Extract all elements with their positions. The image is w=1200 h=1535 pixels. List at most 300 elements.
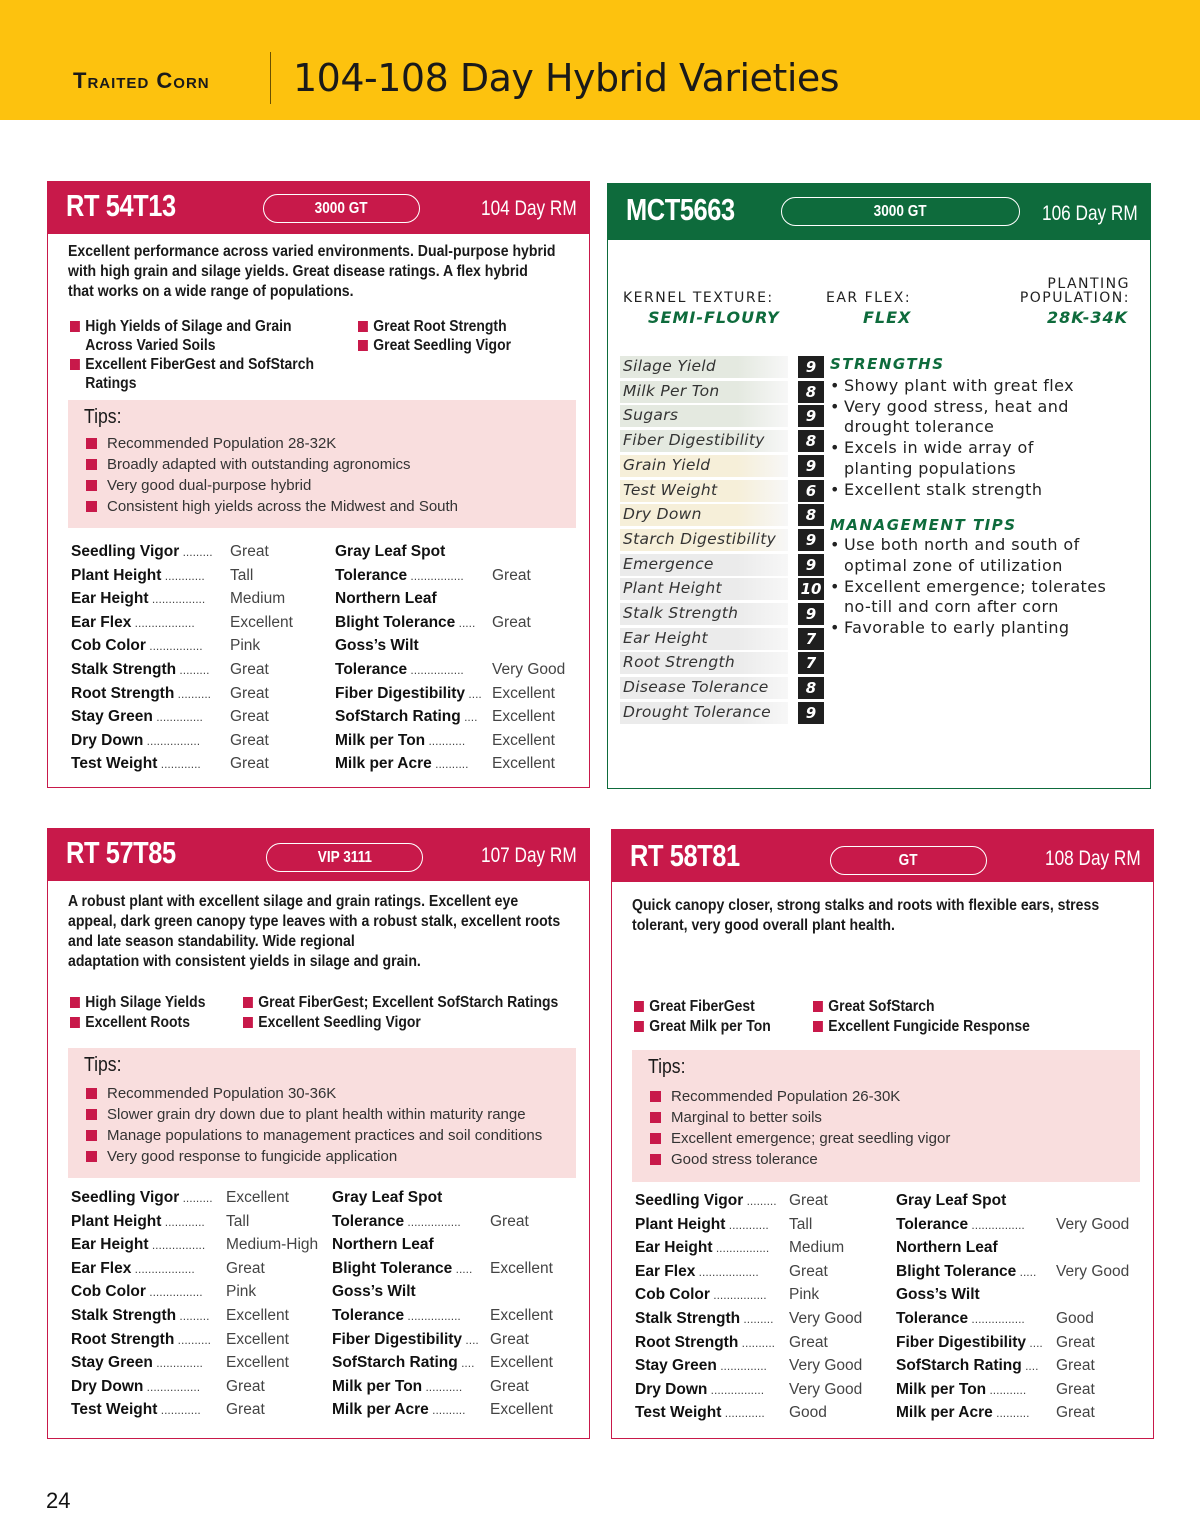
leader-dots: ................ — [407, 663, 464, 677]
strength-line: • Excels in wide array of — [844, 438, 1034, 458]
score-value: 9 — [798, 356, 824, 378]
rating-label: Ear Flex — [71, 1259, 132, 1277]
strength-line: • Very good stress, heat and — [844, 396, 1069, 416]
highlight-line: High Silage Yields — [85, 994, 206, 1011]
rating-group-head: Northern Leaf — [335, 590, 437, 608]
trait-pill: GT — [830, 846, 987, 875]
rating-value: Excellent — [490, 1307, 553, 1324]
rating-label: Root Strength — [635, 1333, 739, 1351]
kernel-texture-label: KERNEL TEXTURE: — [623, 290, 774, 306]
rating-label: SofStarch Rating — [332, 1354, 458, 1372]
strength-item — [830, 438, 1130, 479]
rating-value: Great — [226, 1377, 265, 1395]
rating-group-head: Goss’s Wilt — [335, 637, 419, 655]
rating-row — [635, 1334, 895, 1356]
rating-label: Ear Flex — [635, 1262, 696, 1280]
tip-item: Excellent emergence; great seedling vigor — [650, 1130, 950, 1147]
leader-dots: ................ — [968, 1312, 1025, 1326]
rating-label: Seedling Vigor — [635, 1192, 744, 1209]
leader-dots: ................ — [968, 1217, 1025, 1232]
rating-label: Fiber Digestibility — [335, 684, 466, 702]
rating-label: Ear Height — [635, 1239, 713, 1257]
score-value: 8 — [798, 381, 824, 403]
rating-row — [335, 708, 585, 730]
score-name: Root Strength — [623, 653, 736, 672]
management-tip-line: optimal zone of utilization — [844, 555, 1063, 575]
rating-row — [635, 1286, 895, 1308]
rating-row — [71, 1260, 331, 1282]
score-name: Disease Tolerance — [623, 678, 769, 697]
rating-label: Test Weight — [71, 755, 158, 773]
highlight-item — [70, 355, 314, 393]
rating-label: SofStarch Rating — [896, 1357, 1022, 1375]
score-value: 9 — [798, 702, 824, 724]
description-line: with high grain and silage yields. Great disease ratings. A flex hybrid — [68, 263, 528, 280]
score-row — [620, 677, 815, 699]
trait-pill: VIP 3111 — [266, 843, 423, 872]
rating-value: Great — [230, 708, 269, 726]
hybrid-description — [68, 892, 561, 972]
score-name: Milk Per Ton — [623, 381, 720, 400]
tips-title: Tips: — [84, 1054, 122, 1076]
rating-label: Plant Height — [71, 566, 162, 584]
planting-population-label: POPULATION: — [1019, 290, 1130, 306]
relative-maturity: 106 Day RM — [1042, 202, 1138, 225]
management-tip-item — [830, 618, 1130, 639]
score-value: 9 — [798, 455, 824, 477]
highlight-item: Great Seedling Vigor — [358, 336, 511, 355]
rating-row — [896, 1381, 1146, 1403]
rating-row — [332, 1307, 582, 1329]
tip-item: Recommended Population 28-32K — [86, 435, 336, 452]
rating-label: Stay Green — [71, 1354, 153, 1372]
ear-flex-label: EAR FLEX: — [826, 290, 912, 306]
rating-label: Blight Tolerance — [335, 613, 456, 631]
rating-value: Excellent — [490, 1259, 553, 1277]
score-row — [620, 578, 822, 600]
score-value: 6 — [798, 480, 824, 502]
rating-row — [71, 1213, 331, 1235]
leader-dots: ............ — [721, 1406, 765, 1421]
rating-label: Stay Green — [635, 1357, 717, 1375]
rating-value: Great — [1056, 1357, 1095, 1375]
rating-row — [71, 637, 331, 659]
score-row — [620, 628, 815, 650]
tip-item: Good stress tolerance — [650, 1151, 818, 1168]
leader-dots: ........... — [425, 733, 466, 748]
rating-value: Excellent — [492, 755, 555, 773]
rating-row — [71, 590, 331, 612]
trait-pill: 3000 GT — [781, 197, 1020, 226]
strength-line: planting populations — [844, 458, 1017, 478]
score-name: Silage Yield — [623, 357, 717, 375]
rating-label: Dry Down — [71, 731, 144, 749]
leader-dots: .......... — [992, 1406, 1030, 1421]
rating-label: Root Strength — [71, 1330, 175, 1348]
rating-value: Great — [490, 1212, 529, 1230]
rating-value: Great — [226, 1401, 265, 1419]
rating-group-head: Goss’s Wilt — [896, 1286, 980, 1304]
rating-row — [71, 708, 331, 730]
rating-value: Great — [789, 1192, 828, 1209]
rating-value: Excellent — [492, 731, 555, 749]
management-tip-line: no-till and corn after corn — [844, 597, 1059, 617]
score-name: Emergence — [623, 554, 714, 573]
tip-item: Manage populations to management practices and soil conditions — [86, 1127, 542, 1144]
rating-label: Cob Color — [71, 1283, 146, 1301]
rating-row — [332, 1354, 582, 1376]
rating-value: Excellent — [490, 1354, 553, 1372]
description-line: tolerant, very good overall plant health. — [632, 917, 895, 934]
leader-dots: ........... — [986, 1382, 1027, 1397]
rating-row — [335, 755, 585, 777]
rating-label: Tolerance — [896, 1215, 969, 1233]
planting-population-value: 28K-34K — [1047, 308, 1128, 327]
rating-value: Great — [230, 755, 269, 773]
leader-dots: ................ — [709, 1288, 767, 1303]
rating-label: Milk per Acre — [332, 1401, 429, 1419]
management-tips-title: MANAGEMENT TIPS — [830, 516, 1017, 534]
leader-dots: ................ — [712, 1241, 770, 1256]
leader-dots: ............ — [161, 568, 205, 583]
score-name: Dry Down — [623, 505, 702, 524]
leader-dots: .............. — [152, 710, 203, 725]
rating-row — [335, 614, 585, 636]
highlight-item: Excellent Seedling Vigor — [243, 1013, 421, 1032]
score-row — [620, 529, 815, 551]
leader-dots: ..... — [1016, 1264, 1037, 1279]
rating-row — [635, 1310, 895, 1332]
rating-label: Tolerance — [896, 1310, 969, 1327]
rating-group-head: Gray Leaf Spot — [896, 1192, 1007, 1209]
rating-label: Tolerance — [335, 661, 408, 678]
leader-dots: ......... — [740, 1312, 774, 1326]
rating-row — [71, 685, 331, 707]
rating-group-head: Goss’s Wilt — [332, 1283, 416, 1301]
rating-value: Great — [230, 684, 269, 702]
strength-line: • Excellent stalk strength — [844, 480, 1043, 499]
leader-dots: .......... — [174, 1332, 212, 1347]
leader-dots: ......... — [743, 1194, 777, 1208]
leader-dots: .... — [462, 1332, 479, 1347]
rating-value: Great — [226, 1259, 265, 1277]
rating-value: Very Good — [1056, 1262, 1130, 1280]
rating-value: Great — [1056, 1380, 1095, 1398]
rating-row — [896, 1310, 1146, 1332]
rating-value: Good — [789, 1404, 827, 1422]
score-value: 9 — [798, 554, 824, 576]
rating-row — [635, 1404, 895, 1426]
rating-row — [71, 614, 331, 636]
rating-row — [71, 1283, 331, 1305]
score-value: 7 — [798, 628, 824, 650]
management-tip-item — [830, 577, 1130, 618]
leader-dots: .............. — [716, 1359, 767, 1374]
rating-row — [335, 732, 585, 754]
score-value: 7 — [798, 652, 824, 674]
score-row — [620, 381, 815, 403]
rating-label: Blight Tolerance — [332, 1259, 453, 1277]
rating-row — [71, 1189, 331, 1211]
description-line: A robust plant with excellent silage and grain ratings. Excellent eye — [68, 893, 519, 910]
rating-value: Great — [230, 661, 269, 678]
leader-dots: ..... — [455, 615, 476, 630]
rating-row — [635, 1381, 895, 1403]
ear-flex-value: FLEX — [863, 308, 912, 327]
rating-row — [332, 1331, 582, 1353]
score-value: 9 — [798, 529, 824, 551]
highlight-item: Great SofStarch — [813, 997, 935, 1016]
rating-value: Great — [789, 1333, 828, 1351]
section-label: Traited Corn — [73, 68, 210, 93]
highlight-item — [634, 1017, 771, 1036]
rating-row — [71, 567, 331, 589]
rating-label: Seedling Vigor — [71, 543, 180, 560]
rating-row — [71, 1236, 331, 1258]
leader-dots: ................ — [407, 568, 464, 583]
relative-maturity: 108 Day RM — [1045, 847, 1141, 870]
rating-value: Medium — [789, 1239, 845, 1257]
hybrid-name: RT 58T81 — [630, 838, 740, 873]
rating-value: Great — [490, 1330, 529, 1348]
rating-value: Great — [492, 613, 531, 631]
leader-dots: ............ — [725, 1217, 769, 1232]
score-name: Starch Digestibility — [623, 529, 777, 548]
score-name: Test Weight — [623, 480, 718, 499]
tip-item: Slower grain dry down due to plant health within maturity range — [86, 1106, 526, 1123]
leader-dots: ........... — [422, 1379, 463, 1394]
score-row — [620, 356, 815, 378]
rating-value: Excellent — [492, 684, 555, 702]
management-tip-line: • Excellent emergence; tolerates — [844, 576, 1107, 596]
page-number: 24 — [46, 1488, 71, 1513]
leader-dots: ................ — [143, 733, 201, 748]
relative-maturity: 107 Day RM — [481, 844, 577, 867]
rating-row — [635, 1192, 895, 1214]
strengths-title: STRENGTHS — [830, 355, 945, 373]
rating-row — [335, 661, 585, 683]
rating-row — [335, 567, 585, 589]
hybrid-card-rt58t81 — [611, 829, 1154, 1439]
hybrid-name: RT 54T13 — [66, 188, 176, 223]
rating-value: Pink — [230, 637, 261, 655]
rating-label: Blight Tolerance — [896, 1262, 1017, 1280]
rating-group-head: Gray Leaf Spot — [332, 1189, 443, 1206]
relative-maturity: 104 Day RM — [481, 197, 577, 220]
rating-label: Test Weight — [635, 1404, 722, 1422]
rating-value: Excellent — [226, 1189, 289, 1206]
management-tip-item — [830, 535, 1130, 576]
tips-box — [632, 1050, 1140, 1182]
leader-dots: .... — [460, 710, 478, 725]
leader-dots: ......... — [176, 663, 210, 677]
leader-dots: .......... — [174, 686, 212, 701]
rating-label: Seedling Vigor — [71, 1189, 180, 1206]
tip-item: Recommended Population 30-36K — [86, 1085, 336, 1102]
score-value: 8 — [798, 504, 824, 526]
leader-dots: .... — [465, 686, 482, 701]
rating-label: SofStarch Rating — [335, 708, 461, 726]
score-row — [620, 455, 815, 477]
score-value: 8 — [798, 677, 824, 699]
highlight-item — [70, 1013, 190, 1032]
leader-dots: ................ — [148, 1238, 206, 1253]
description-line: Excellent performance across varied environments. Dual-purpose hybrid — [68, 243, 556, 260]
rating-value: Great — [230, 543, 269, 560]
rating-value: Pink — [226, 1283, 257, 1301]
hybrid-name: MCT5663 — [626, 192, 735, 227]
leader-dots: .... — [1021, 1359, 1039, 1374]
rating-label: Stalk Strength — [71, 661, 177, 678]
score-name: Stalk Strength — [623, 604, 739, 622]
rating-row — [635, 1216, 895, 1238]
description-line: adaptation with consistent yields in silage and grain. — [68, 953, 421, 970]
rating-label: Milk per Acre — [896, 1404, 993, 1422]
card-header — [612, 830, 1153, 882]
rating-row — [332, 1213, 582, 1235]
trait-pill: 3000 GT — [263, 194, 420, 223]
rating-value: Great — [490, 1377, 529, 1395]
score-row — [620, 554, 815, 576]
hybrid-card-mct5663 — [607, 183, 1151, 789]
rating-label: Cob Color — [635, 1286, 710, 1304]
rating-label: Milk per Ton — [896, 1380, 987, 1398]
hybrid-description — [632, 896, 1125, 936]
rating-row — [71, 1354, 331, 1376]
rating-label: Ear Height — [71, 590, 149, 608]
rating-row — [896, 1404, 1146, 1426]
rating-row — [896, 1263, 1146, 1285]
rating-row — [71, 1401, 331, 1423]
score-name: Plant Height — [623, 579, 722, 598]
rating-label: Stalk Strength — [635, 1310, 741, 1327]
rating-label: Ear Flex — [71, 613, 132, 631]
rating-label: Milk per Acre — [335, 755, 432, 773]
score-name: Fiber Digestibility — [623, 431, 765, 450]
rating-value: Excellent — [226, 1330, 289, 1348]
rating-value: Very Good — [492, 661, 566, 678]
rating-value: Very Good — [1056, 1215, 1130, 1233]
highlight-line: Excellent FiberGest and SofStarch — [85, 356, 314, 373]
rating-row — [332, 1260, 582, 1282]
rating-value: Excellent — [226, 1354, 289, 1372]
rating-row — [332, 1378, 582, 1400]
leader-dots: .................. — [695, 1264, 759, 1279]
card-header — [48, 182, 589, 234]
rating-value: Great — [230, 731, 269, 749]
highlight-item: Great FiberGest; Excellent SofStarch Ratings — [243, 993, 558, 1012]
rating-value: Medium-High — [226, 1236, 319, 1254]
tips-title: Tips: — [648, 1056, 686, 1078]
kernel-texture-value: SEMI-FLOURY — [648, 308, 780, 327]
rating-label: Tolerance — [332, 1307, 405, 1324]
leader-dots: ................ — [143, 1379, 201, 1394]
rating-value: Pink — [789, 1286, 820, 1304]
score-name: Grain Yield — [623, 455, 711, 474]
leader-dots: ............ — [157, 1403, 201, 1418]
leader-dots: ................ — [145, 639, 203, 654]
rating-label: Test Weight — [71, 1401, 158, 1419]
rating-group-head: Gray Leaf Spot — [335, 543, 446, 560]
page-title: 104-108 Day Hybrid Varieties — [293, 56, 840, 100]
highlight-item — [634, 997, 755, 1016]
rating-value: Excellent — [226, 1307, 289, 1324]
leader-dots: ......... — [176, 1309, 210, 1323]
rating-label: Fiber Digestibility — [896, 1333, 1027, 1351]
rating-label: Plant Height — [635, 1215, 726, 1233]
rating-row — [635, 1357, 895, 1379]
highlight-line: Excellent Roots — [85, 1014, 190, 1031]
hybrid-card-rt57t85 — [47, 828, 590, 1439]
leader-dots: .............. — [152, 1356, 203, 1371]
rating-row — [635, 1239, 895, 1261]
rating-value: Great — [789, 1262, 828, 1280]
score-name: Sugars — [623, 406, 679, 425]
strength-item — [830, 397, 1130, 438]
card-header — [608, 184, 1150, 240]
score-name: Drought Tolerance — [623, 702, 772, 721]
rating-row — [635, 1263, 895, 1285]
card-header — [48, 829, 589, 881]
rating-label: Fiber Digestibility — [332, 1330, 463, 1348]
description-line: appeal, dark green canopy type leaves with a robust stalk, excellent roots — [68, 913, 561, 930]
hybrid-card-rt54t13 — [47, 181, 590, 788]
rating-value: Very Good — [789, 1357, 863, 1375]
rating-row — [896, 1216, 1146, 1238]
rating-row — [332, 1401, 582, 1423]
score-row — [620, 702, 815, 724]
leader-dots: ......... — [179, 545, 213, 559]
rating-row — [71, 755, 331, 777]
tip-item: Very good response to fungicide application — [86, 1148, 397, 1165]
planting-population-label: PLANTING — [1047, 276, 1130, 292]
score-value: 10 — [798, 578, 824, 600]
rating-row — [71, 661, 331, 683]
rating-row — [71, 1331, 331, 1353]
leader-dots: .......... — [738, 1335, 776, 1350]
rating-value: Tall — [226, 1212, 250, 1230]
score-row — [620, 480, 815, 502]
rating-row — [71, 543, 331, 565]
score-row — [620, 603, 815, 625]
tip-item: Very good dual-purpose hybrid — [86, 477, 311, 494]
tip-item: Marginal to better soils — [650, 1109, 822, 1126]
rating-label: Milk per Ton — [335, 731, 426, 749]
rating-value: Tall — [789, 1215, 813, 1233]
tips-title: Tips: — [84, 406, 122, 428]
highlight-line: Across Varied Soils — [85, 337, 216, 354]
highlight-line: Ratings — [85, 375, 137, 392]
highlight-item: Excellent Fungicide Response — [813, 1017, 1030, 1036]
rating-row — [896, 1357, 1146, 1379]
rating-label: Stay Green — [71, 708, 153, 726]
rating-label: Ear Height — [71, 1236, 149, 1254]
rating-value: Excellent — [490, 1401, 553, 1419]
highlight-item: Great Root Strength — [358, 317, 507, 336]
rating-row — [71, 1307, 331, 1329]
rating-value: Great — [1056, 1333, 1095, 1351]
leader-dots: .......... — [431, 757, 469, 772]
rating-value: Very Good — [789, 1310, 863, 1327]
management-tip-line: • Use both north and south of — [844, 535, 1080, 554]
hybrid-name: RT 57T85 — [66, 835, 176, 870]
leader-dots: ......... — [179, 1191, 213, 1205]
score-row — [620, 405, 815, 427]
rating-value: Great — [1056, 1404, 1095, 1422]
rating-label: Root Strength — [71, 684, 175, 702]
rating-label: Milk per Ton — [332, 1377, 423, 1395]
tip-item: Recommended Population 26-30K — [650, 1088, 900, 1105]
